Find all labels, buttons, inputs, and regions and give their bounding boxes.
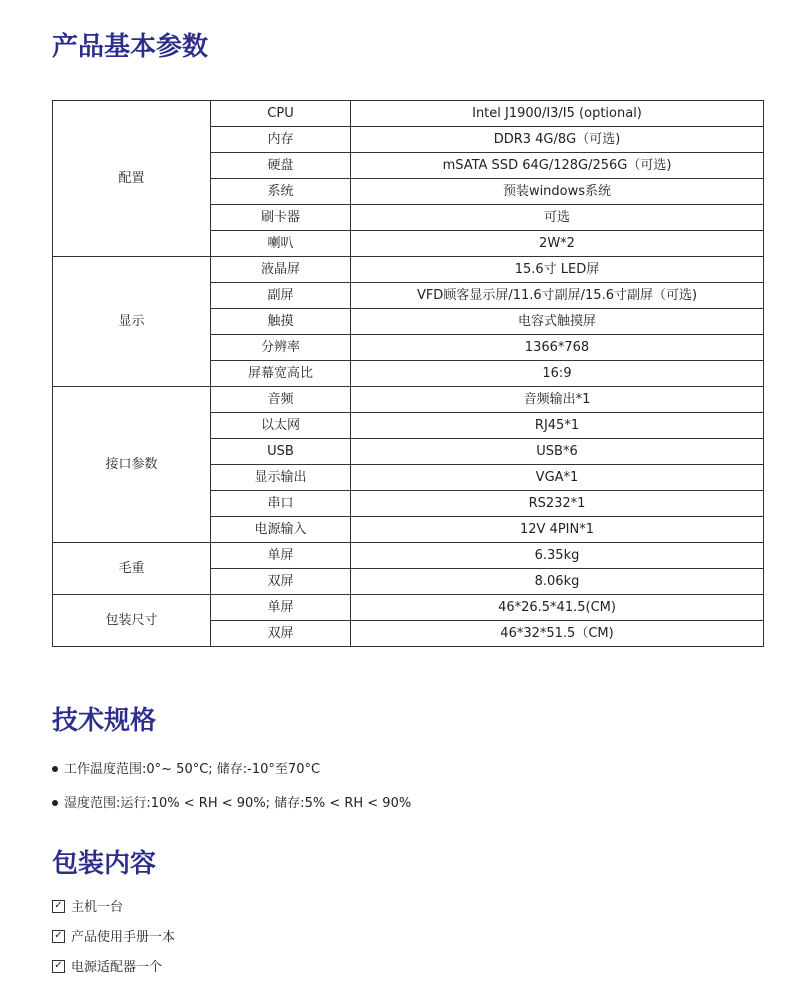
spec-category: 接口参数 [53,387,211,543]
spec-value: 15.6寸 LED屏 [351,257,764,283]
package-item: ✓ 产品使用手册一本 [52,928,175,958]
spec-category: 包装尺寸 [53,595,211,647]
spec-key: CPU [211,101,351,127]
spec-value: 46*32*51.5（CM) [351,621,764,647]
spec-value: mSATA SSD 64G/128G/256G（可选) [351,153,764,179]
package-item: ✓ 电源适配器一个 [52,958,175,988]
spec-key: 音频 [211,387,351,413]
spec-value: 46*26.5*41.5(CM) [351,595,764,621]
spec-key: 单屏 [211,543,351,569]
spec-value: RS232*1 [351,491,764,517]
spec-category: 毛重 [53,543,211,595]
spec-key: 双屏 [211,569,351,595]
spec-key: 以太网 [211,413,351,439]
spec-key: 副屏 [211,283,351,309]
spec-row [53,257,764,283]
spec-key: 硬盘 [211,153,351,179]
spec-table [52,100,764,647]
spec-value: 2W*2 [351,231,764,257]
spec-value: Intel J1900/I3/I5 (optional) [351,101,764,127]
bullet-icon [52,766,58,772]
spec-key: 喇叭 [211,231,351,257]
spec-value: USB*6 [351,439,764,465]
spec-key: 显示输出 [211,465,351,491]
bullet-icon [52,800,58,806]
spec-value: 12V 4PIN*1 [351,517,764,543]
tech-section-title: 技术规格 [52,706,157,736]
tech-spec-item: 湿度范围:运行:10% < RH < 90%; 储存:5% < RH < 90% [52,794,411,828]
spec-value: 6.35kg [351,543,764,569]
spec-key: 触摸 [211,309,351,335]
spec-value: RJ45*1 [351,413,764,439]
checkbox-checked-icon: ✓ [52,930,65,943]
spec-row [53,595,764,621]
spec-value: VFD顾客显示屏/11.6寸副屏/15.6寸副屏（可选) [351,283,764,309]
spec-value: 1366*768 [351,335,764,361]
spec-row [53,101,764,127]
spec-key: 屏幕宽高比 [211,361,351,387]
spec-key: 串口 [211,491,351,517]
spec-row [53,543,764,569]
spec-row [53,387,764,413]
spec-value: VGA*1 [351,465,764,491]
spec-value: 预装windows系统 [351,179,764,205]
package-list [52,898,175,988]
tech-spec-item: 工作温度范围:0°~ 50°C; 储存:-10°至70°C [52,760,411,794]
spec-value: 可选 [351,205,764,231]
checkbox-checked-icon: ✓ [52,900,65,913]
package-section-title: 包装内容 [52,849,157,879]
spec-value: DDR3 4G/8G（可选) [351,127,764,153]
spec-key: 系统 [211,179,351,205]
spec-value: 电容式触摸屏 [351,309,764,335]
checkbox-checked-icon: ✓ [52,960,65,973]
spec-value: 8.06kg [351,569,764,595]
spec-key: 刷卡器 [211,205,351,231]
spec-key: USB [211,439,351,465]
spec-key: 电源输入 [211,517,351,543]
spec-key: 双屏 [211,621,351,647]
spec-key: 内存 [211,127,351,153]
spec-key: 液晶屏 [211,257,351,283]
spec-category: 显示 [53,257,211,387]
spec-value: 音频输出*1 [351,387,764,413]
tech-spec-list [52,760,411,828]
params-section-title: 产品基本参数 [52,32,209,62]
spec-category: 配置 [53,101,211,257]
spec-key: 单屏 [211,595,351,621]
spec-value: 16:9 [351,361,764,387]
package-item: ✓ 主机一台 [52,898,175,928]
spec-key: 分辨率 [211,335,351,361]
